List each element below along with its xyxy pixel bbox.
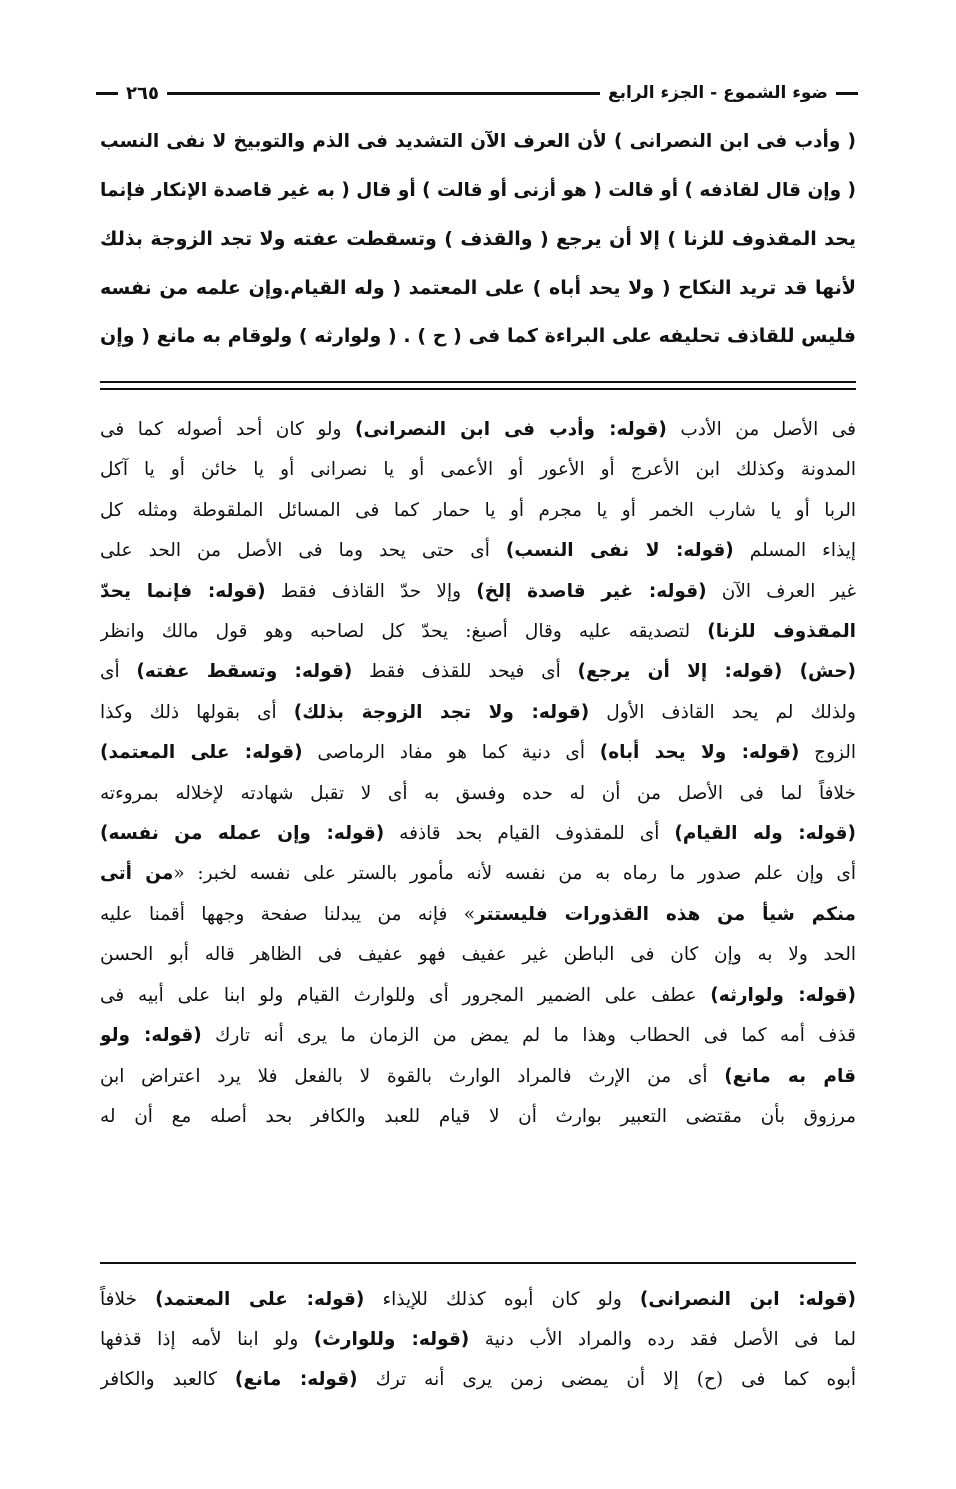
sharh-line: المقذوف للزنا) لتصديقه عليه وقال أصبغ: يحدّ كل لصاحبه وهو قول مالك وانظر xyxy=(100,621,856,643)
header-dash xyxy=(836,92,858,95)
hashiya-line: (قوله: ابن النصرانى) ولو كان أبوه كذلك للإيذاء (قوله: على المعتمد) خلافاً xyxy=(100,1289,856,1310)
sharh-line: المدونة وكذلك ابن الأعرج أو الأعور أو الأعمى أو يا نصرانى أو يا خائن أو يا آكل xyxy=(100,459,856,481)
sharh-line: مرزوق بأن مقتضى التعبير بوارث أن لا قيام للعبد والكافر بحد أصله مع أن له xyxy=(100,1105,856,1127)
matn-line: فليس للقاذف تحليفه على البراءة كما فى ( ح ) . ( ولوارثه ) ولوقام به مانع ( وإن xyxy=(100,325,856,347)
sharh-line: قام به مانع) أى من الإرث فالمراد الوارث بالقوة لا بالفعل فلا يرد اعتراض ابن xyxy=(100,1065,856,1087)
sharh-line: (قوله: ولوارثه) عطف على الضمير المجرور أى وللوارث القيام ولو ابنا على أبيه فى xyxy=(100,984,856,1006)
hashiya-line: لما فى الأصل فقد رده والمراد الأب دنية (قوله: وللوارث) ولو ابنا لأمه إذا قذفها xyxy=(100,1329,856,1350)
sharh-commentary xyxy=(100,410,856,1137)
hashiya-line: أبوه كما فى (ح) إلا أن يمضى زمن يرى أنه ترك (قوله: مانع) كالعبد والكافر xyxy=(100,1369,856,1390)
matn-text xyxy=(100,118,856,361)
matn-line: ( وأدب فى ابن النصرانى ) لأن العرف الآن التشديد فى الذم والتوبيخ لا نفى النسب xyxy=(100,131,856,152)
sharh-line: (حش) (قوله: إلا أن يرجع) أى فيحد للقذف فقط (قوله: وتسقط عفته) أى xyxy=(100,661,856,683)
footnote-divider xyxy=(100,1262,856,1264)
sharh-line: أى وإن علم صدور ما رماه به من نفسه لأنه مأمور بالستر على نفسه لخبر: «من أتى xyxy=(100,863,856,885)
header-dash-end xyxy=(96,92,118,95)
sharh-line: فى الأصل من الأدب (قوله: وأدب فى ابن النصرانى) ولو كان أحد أصوله كما فى xyxy=(100,419,856,440)
sharh-line: الحد ولا به وإن كان فى الباطن غير عفيف فهو عفيف فى الظاهر قاله أبو الحسن xyxy=(100,944,856,966)
header-title: ضوء الشموع - الجزء الرابع xyxy=(607,83,828,103)
sharh-line: الربا أو يا شارب الخمر أو يا مجرم أو يا حمار كما فى المسائل الملقوطة ومثله كل xyxy=(100,499,856,521)
sharh-line: إيذاء المسلم (قوله: لا نفى النسب) أى حتى يحد وما فى الأصل من الحد على xyxy=(100,540,856,562)
page-number: ٢٦٥ xyxy=(126,82,159,104)
sharh-line: ولذلك لم يحد القاذف الأول (قوله: ولا تجد الزوجة بذلك) أى بقولها ذلك وكذا xyxy=(100,701,856,723)
running-header xyxy=(96,78,858,108)
header-rule xyxy=(167,92,600,95)
hashiya-notes xyxy=(100,1280,856,1400)
sharh-line: الزوج (قوله: ولا يحد أباه) أى دنية كما هو مفاد الرماصى (قوله: على المعتمد) xyxy=(100,742,856,764)
sharh-line: غير العرف الآن (قوله: غير قاصدة إلخ) وإلا حدّ القاذف فقط (قوله: فإنما يحدّ xyxy=(100,580,856,602)
section-divider-bottom xyxy=(100,388,856,390)
sharh-line: خلافاً لما فى الأصل من أن له حده وفسق به أى لا تقبل شهادته لإخلاله بمروءته xyxy=(100,782,856,804)
matn-line: يحد المقذوف للزنا ) إلا أن يرجع ( والقذف ) وتسقطت عفته ولا تجد الزوجة بذلك xyxy=(100,228,856,250)
sharh-line: (قوله: وله القيام) أى للمقذوف القيام بحد قاذفه (قوله: وإن عمله من نفسه) xyxy=(100,823,856,845)
matn-line: لأنها قد تريد النكاح ( ولا يحد أباه ) على المعتمد ( وله القيام.وإن علمه من نفسه xyxy=(100,276,856,299)
matn-line: ( وإن قال لقاذفه ) أو قالت ( هو أزنى أو قالت ) أو قال ( به غير قاصدة الإنكار فإنما xyxy=(100,179,856,201)
section-divider-top xyxy=(100,381,856,383)
sharh-line: قذف أمه كما فى الحطاب وهذا ما لم يمض من الزمان ما يرى أنه تارك (قوله: ولو xyxy=(100,1025,856,1047)
sharh-line: منكم شيأ من هذه القذورات فليستتر» فإنه من يبدلنا صفحة وجهها أقمنا عليه xyxy=(100,903,856,925)
